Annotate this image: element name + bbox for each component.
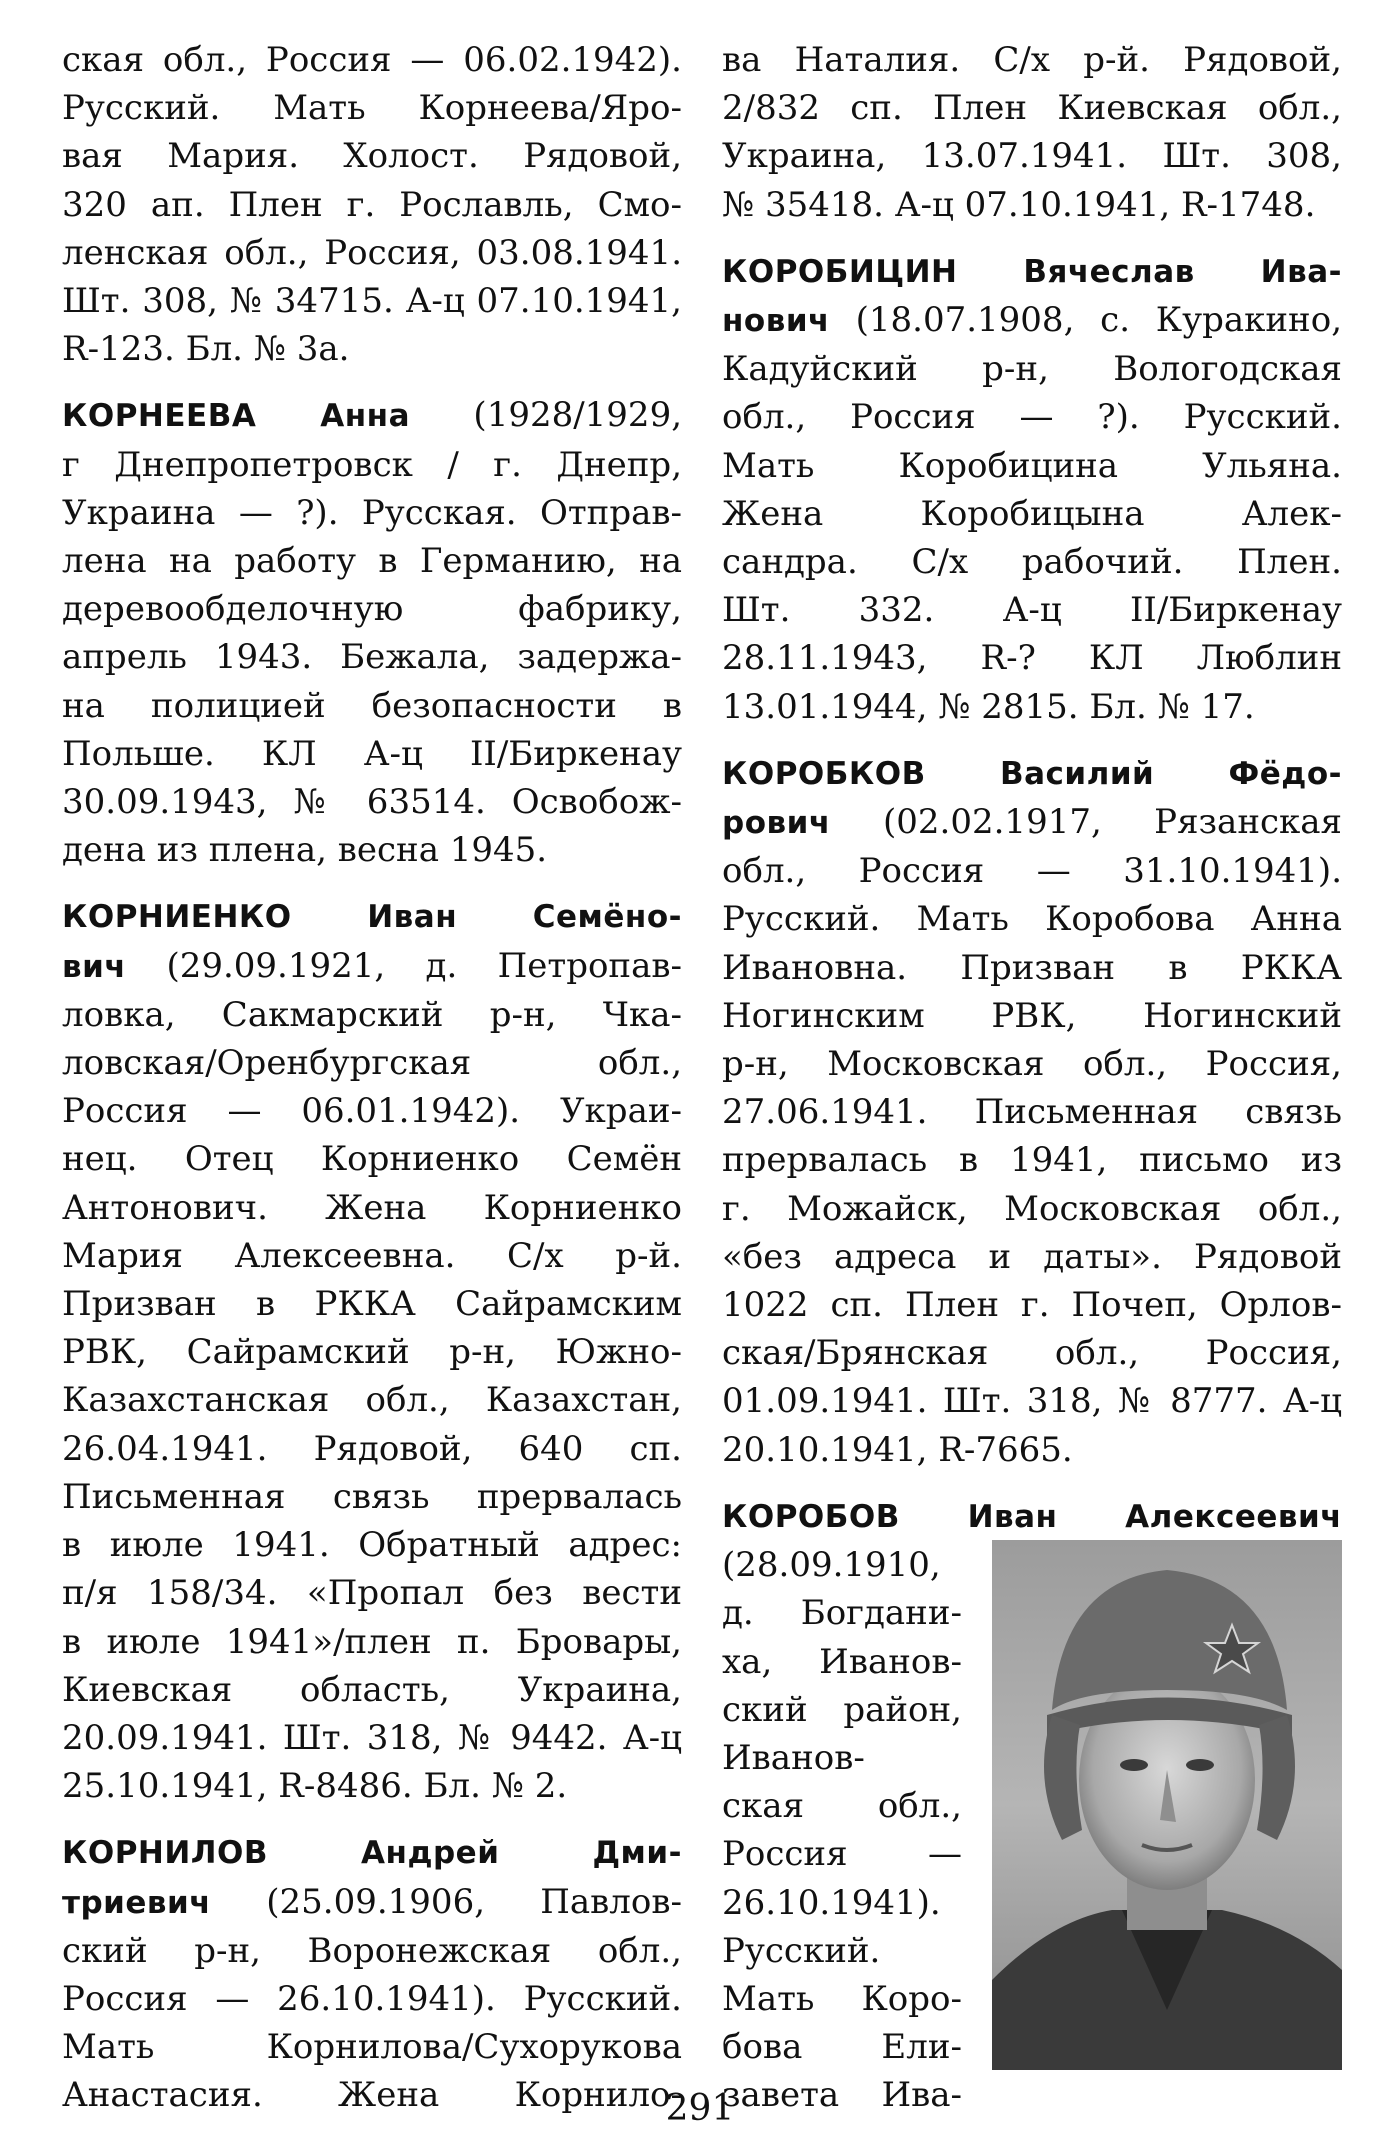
text-line: дена из плена, весна 1945. <box>62 830 548 871</box>
text-line: 01.09.1941. Шт. 318, № 8777. А-ц <box>722 1381 1342 1422</box>
text-line: Русский. Мать Коробова Анна <box>722 899 1342 940</box>
text-line: Россия — 26.10.1941). Русский. <box>62 1978 682 2019</box>
text-line: 2/832 сп. Плен Киевская обл., <box>722 88 1342 129</box>
text-line: в июле 1941»/плен п. Бровары, <box>62 1621 682 1662</box>
entry-korneeva <box>62 391 682 874</box>
text-fragment: (29.09.1921, д. Петропав- <box>126 945 682 986</box>
text-line: 1022 сп. Плен г. Почеп, Орлов- <box>722 1285 1342 1326</box>
text-line: на полицией безопасности в <box>62 685 682 726</box>
page-number: 291 <box>665 2088 735 2129</box>
text-line: вая Мария. Холост. Рядовой, <box>62 136 682 177</box>
text-line: ха, Иванов- <box>722 1641 962 1682</box>
text-line: Иванов- <box>722 1737 865 1778</box>
entry-korobkov <box>722 749 1342 1474</box>
entry-name-continued: рович <box>722 805 831 842</box>
right-column <box>722 36 1342 2138</box>
text-line: апрель 1943. Бежала, задержа- <box>62 637 682 678</box>
text-line: «без адреса и даты». Рядовой <box>722 1236 1342 1277</box>
entry-kornilov <box>62 1828 682 2119</box>
text-line: Мать Коро- <box>722 1978 962 2019</box>
text-line: 26.04.1941. Рядовой, 640 сп. <box>62 1428 682 1469</box>
text-line: ловка, Сакмарский р-н, Чка- <box>62 994 682 1035</box>
text-line: 13.01.1944, № 2815. Бл. № 17. <box>722 686 1255 727</box>
text-line: № 35418. А-ц 07.10.1941, R-1748. <box>722 184 1316 225</box>
text-line: 27.06.1941. Письменная связь <box>722 1092 1342 1133</box>
left-column <box>62 36 682 2138</box>
entry-kornienko <box>62 892 682 1810</box>
entry-name: КОРНЕЕВА Анна <box>62 398 410 435</box>
text-line: 25.10.1941, R-8486. Бл. № 2. <box>62 1766 568 1807</box>
entry-text-beside-photo <box>722 1541 962 2119</box>
text-line: п/я 158/34. «Пропал без вести <box>62 1573 682 1614</box>
portrait-photo <box>992 1540 1342 2070</box>
entry-korobitsin <box>722 247 1342 731</box>
text-line: в июле 1941. Обратный адрес: <box>62 1525 682 1566</box>
text-line: 20.10.1941, R-7665. <box>722 1429 1073 1470</box>
text-line: Россия — <box>722 1834 962 1875</box>
text-line: Польше. КЛ А-ц II/Биркенау <box>62 733 682 774</box>
text-line: Кадуйский р-н, Вологодская <box>722 349 1342 390</box>
text-line: Казахстанская обл., Казахстан, <box>62 1380 682 1421</box>
portrait-photo-drawing <box>992 1540 1342 2070</box>
text-line: 26.10.1941). <box>722 1882 941 1923</box>
text-line: Ивановна. Призван в РККА <box>722 947 1342 988</box>
text-line: Шт. 308, № 34715. А-ц 07.10.1941, <box>62 281 682 322</box>
text-line: ская обл., Россия — 06.02.1942). <box>62 40 682 80</box>
text-line: 30.09.1943, № 63514. Освобож- <box>62 782 682 823</box>
text-line: Шт. 332. А-ц II/Биркенау <box>722 590 1342 631</box>
text-line: Мария Алексеевна. С/х р-й. <box>62 1235 682 1276</box>
text-line: Призван в РККА Сайрамским <box>62 1284 682 1325</box>
text-line: РВК, Сайрамский р-н, Южно- <box>62 1332 682 1373</box>
text-line: ский район, <box>722 1689 962 1730</box>
text-line: сандра. С/х рабочий. Плен. <box>722 542 1342 583</box>
text-line: Русский. Мать Корнеева/Яро- <box>62 88 682 129</box>
text-line: 320 ап. Плен г. Рославль, Смо- <box>62 184 682 225</box>
text-line: Украина — ?). Русская. Отправ- <box>62 492 682 533</box>
text-line: Киевская область, Украина, <box>62 1669 682 1710</box>
text-line: Мать Коробицина Ульяна. <box>722 445 1342 486</box>
text-line: ский р-н, Воронежская обл., <box>62 1930 682 1971</box>
text-line: Россия — 06.01.1942). Украи- <box>62 1091 682 1132</box>
text-line: (28.09.1910, <box>722 1545 941 1586</box>
entry-kornilov-continued <box>722 36 1342 229</box>
text-line: обл., Россия — 31.10.1941). <box>722 851 1342 892</box>
text-line: ленская обл., Россия, 03.08.1941. <box>62 232 682 273</box>
entry-name-continued: триевич <box>62 1884 212 1921</box>
entry-name: КОРОБОВ Иван Алексеевич <box>722 1498 1342 1535</box>
text-line: Письменная связь прервалась <box>62 1476 682 1517</box>
text-line: завета Ива- <box>722 2075 962 2116</box>
text-fragment: (02.02.1917, Рязанская <box>830 802 1342 843</box>
entry-name: КОРОБИЦИН Вячеслав Ива- <box>722 253 1342 290</box>
text-line: г. Можайск, Московская обл., <box>722 1188 1342 1229</box>
text-line: Украина, 13.07.1941. Шт. 308, <box>722 136 1342 177</box>
entry-name-continued: вич <box>62 948 127 985</box>
entry-name: КОРНИЛОВ Андрей Дми- <box>62 1835 682 1872</box>
entry-name-continued: нович <box>722 303 830 340</box>
text-line: Мать Корнилова/Сухорукова <box>62 2027 682 2068</box>
text-line: Жена Коробицына Алек- <box>722 493 1342 534</box>
text-fragment: (25.09.1906, Павлов- <box>211 1881 682 1922</box>
text-line: Антонович. Жена Корниенко <box>62 1187 682 1228</box>
text-line: ловская/Оренбургская обл., <box>62 1043 682 1084</box>
entry-name: КОРНИЕНКО Иван Семёно- <box>62 899 682 936</box>
text-line: бова Ели- <box>722 2027 962 2068</box>
text-line: обл., Россия — ?). Русский. <box>722 397 1342 438</box>
text-line: прервалась в 1941, письмо из <box>722 1140 1342 1181</box>
text-line: р-н, Московская обл., Россия, <box>722 1044 1342 1085</box>
text-line: Анастасия. Жена Корнило- <box>62 2075 682 2116</box>
text-line: д. Богдани- <box>722 1593 962 1634</box>
text-fragment: (18.07.1908, с. Куракино, <box>829 300 1342 341</box>
entry-korneev-continued <box>62 36 682 373</box>
text-line: г Днепропетровск / г. Днепр, <box>62 444 682 485</box>
text-line: ская/Брянская обл., Россия, <box>722 1333 1342 1374</box>
text-line: лена на работу в Германию, на <box>62 541 682 582</box>
text-line: ва Наталия. С/х р-й. Рядовой, <box>722 40 1342 80</box>
text-line: 20.09.1941. Шт. 318, № 9442. А-ц <box>62 1717 682 1758</box>
entry-korobov <box>722 1492 1342 2120</box>
text-line: 28.11.1943, R-? КЛ Люблин <box>722 638 1342 679</box>
text-line: Ногинским РВК, Ногинский <box>722 995 1342 1036</box>
text-fragment: (1928/1929, <box>410 395 682 436</box>
entry-name: КОРОБКОВ Василий Фёдо- <box>722 755 1342 792</box>
text-line: Русский. <box>722 1930 881 1971</box>
text-line: R-123. Бл. № 3а. <box>62 329 350 370</box>
text-line: деревообделочную фабрику, <box>62 589 682 630</box>
text-line: нец. Отец Корниенко Семён <box>62 1139 682 1180</box>
text-line: ская обл., <box>722 1786 962 1827</box>
